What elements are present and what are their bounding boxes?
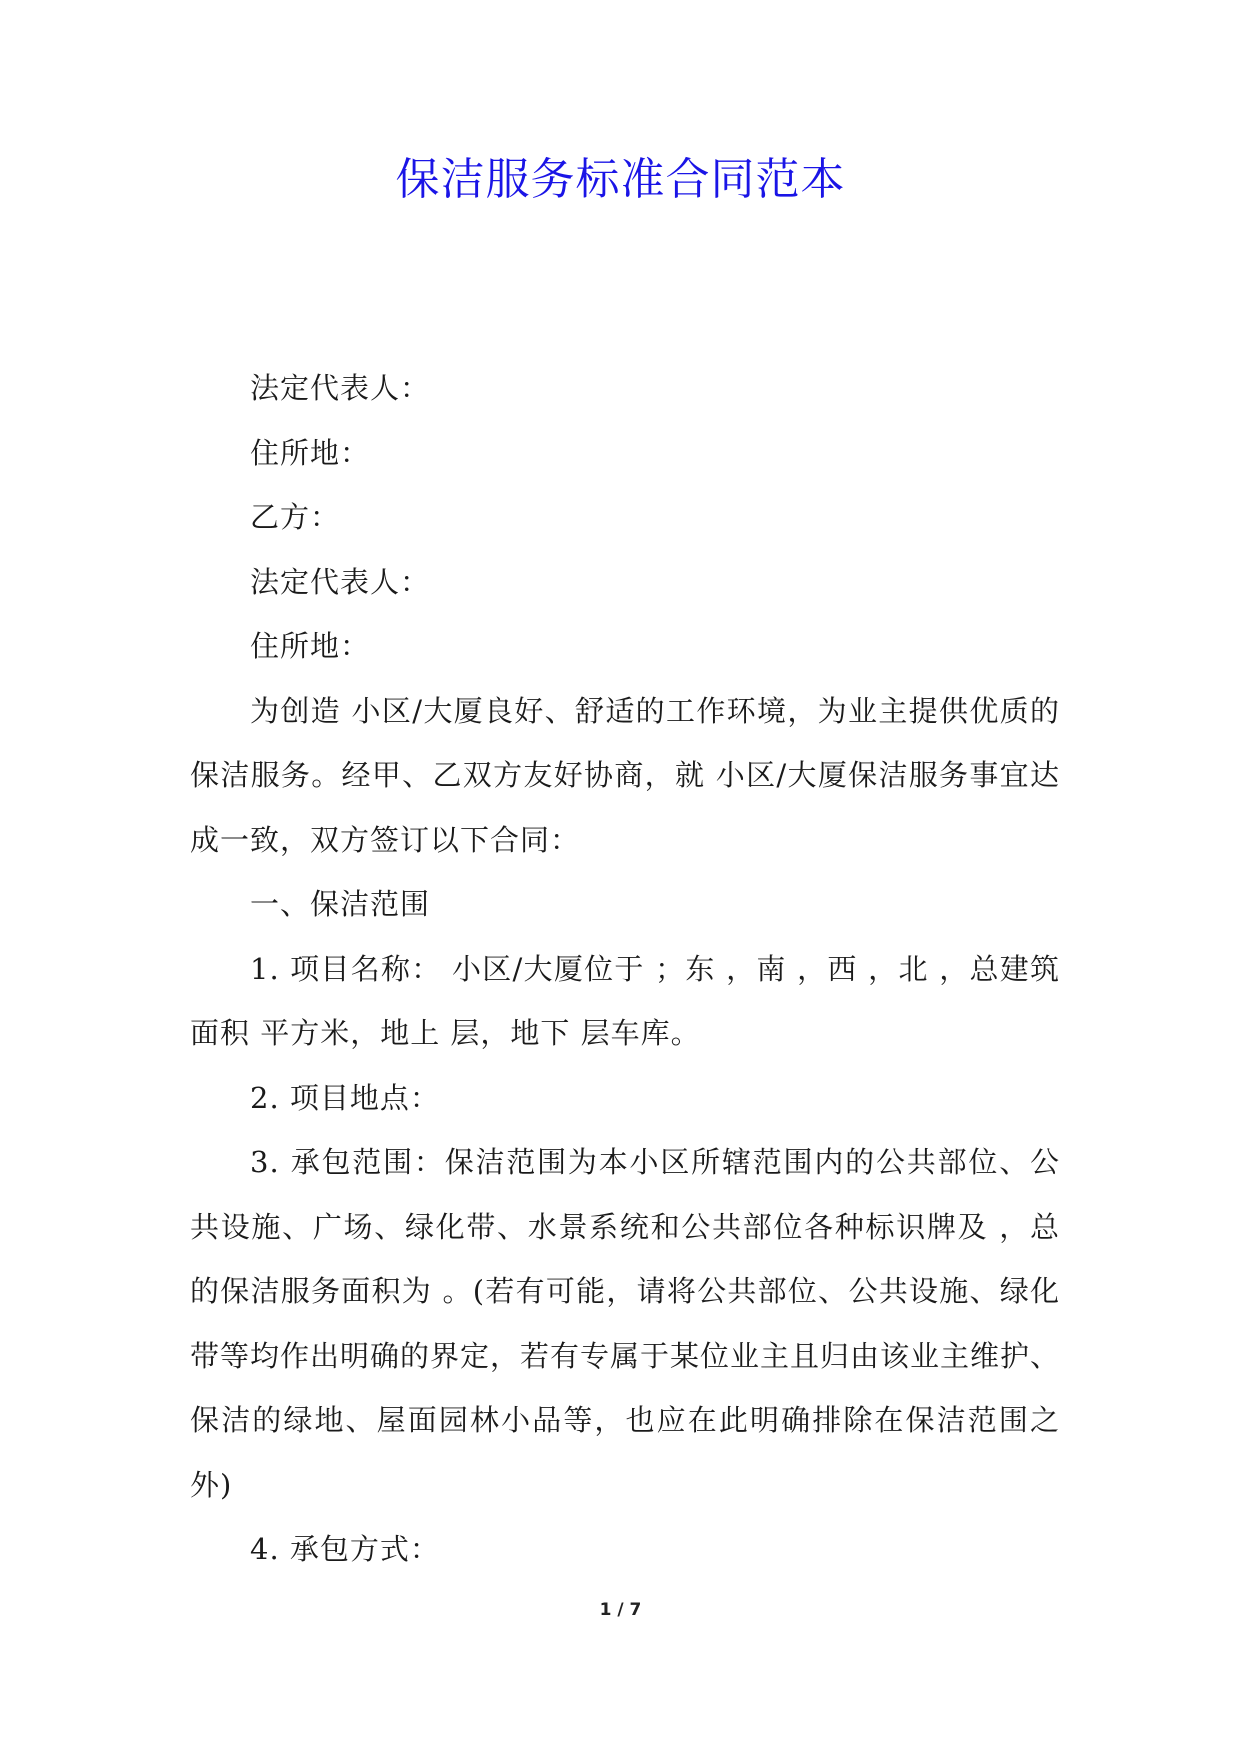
- paragraph-address-a: 住所地：: [250, 435, 371, 470]
- paragraph-legal-rep-b: 法定代表人：: [250, 564, 431, 599]
- clause-contract-scope: 3. 承包范围：保洁范围为本小区所辖范围内的公共部位、公共设施、广场、绿化带、水景系统和公共部位各种标识牌及 ，总的保洁服务面积为 。(若有可能，请将公共部位、公共设施、绿化带等均作出明确的界定，若有专属于某位业主且归由该业主维护、保洁的绿地、屋面园林小品等，也应在此明确排除在保洁范围之外): [190, 1145, 1061, 1502]
- clause-contract-method: 4. 承包方式：: [250, 1532, 440, 1566]
- document-body: [190, 356, 1060, 1582]
- paragraph-preamble: 为创造 小区/大厦良好、舒适的工作环境，为业主提供优质的保洁服务。经甲、乙双方友好协商，就 小区/大厦保洁服务事宜达成一致，双方签订以下合同：: [190, 693, 1060, 857]
- paragraph-party-b: 乙方：: [250, 500, 341, 534]
- paragraph-address-b: 住所地：: [250, 629, 371, 663]
- section-heading-scope: 一、保洁范围: [250, 887, 431, 921]
- paragraph-legal-rep-a: 法定代表人：: [250, 371, 431, 405]
- clause-project-location: 2. 项目地点：: [250, 1080, 440, 1115]
- page-number: 1 / 7: [599, 1600, 642, 1620]
- clause-project-name: 1. 项目名称： 小区/大厦位于 ；东 ，南 ，西 ，北 ，总建筑面积 平方米，地上 层，地下 层车库。: [190, 951, 1060, 1050]
- document-title: 保洁服务标准合同范本: [395, 154, 846, 205]
